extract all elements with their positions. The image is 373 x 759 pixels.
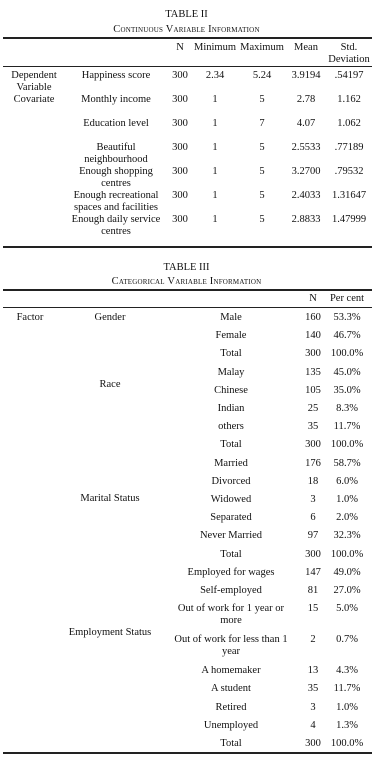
t2-cell-max: 7 bbox=[259, 118, 265, 129]
t2-cell-max: 5 bbox=[259, 214, 265, 225]
t3-cell-percent: 100.0% bbox=[330, 738, 364, 749]
t3-category-label: Total bbox=[220, 549, 242, 560]
t3-category-label: Indian bbox=[217, 403, 245, 414]
t3-category-label: Out of work for 1 year or bbox=[177, 603, 285, 614]
t2-cell-mean: 4.07 bbox=[296, 118, 316, 129]
t3-cell-n: 176 bbox=[305, 458, 321, 469]
t2-header-maximum: Maximum bbox=[240, 42, 284, 53]
t2-cell-min: 2.34 bbox=[205, 70, 225, 81]
table2-header-rule bbox=[3, 66, 372, 67]
t3-cell-n: 3 bbox=[310, 494, 316, 505]
t3-cell-n: 2 bbox=[310, 634, 316, 645]
t3-cell-percent: 5.0% bbox=[336, 603, 358, 614]
t3-cell-percent: 4.3% bbox=[336, 665, 358, 676]
t2-cell-n: 300 bbox=[172, 214, 188, 225]
t3-cell-n: 300 bbox=[305, 348, 321, 359]
t3-category-label: Total bbox=[220, 439, 242, 450]
t2-cell-sd: 1.062 bbox=[337, 118, 361, 129]
t2-cell-mean: 2.8833 bbox=[291, 214, 321, 225]
t2-header-minimum: Minimum bbox=[193, 42, 236, 53]
t2-cell-sd: .77189 bbox=[334, 142, 364, 153]
t2-header-mean: Mean bbox=[294, 42, 318, 53]
t2-group-covariate: Covariate bbox=[13, 94, 55, 105]
t2-cell-sd: 1.47999 bbox=[331, 214, 367, 225]
table2-subtitle: Continuous Variable Information bbox=[113, 24, 260, 35]
t3-cell-percent: 100.0% bbox=[330, 348, 364, 359]
t3-cell-percent: 53.3% bbox=[333, 312, 361, 323]
t2-variable-name: centres bbox=[101, 178, 131, 189]
t3-cell-percent: 45.0% bbox=[333, 367, 361, 378]
t3-cell-n: 81 bbox=[307, 585, 319, 596]
t3-category-label: Male bbox=[220, 312, 242, 323]
table3-top-rule bbox=[3, 289, 372, 291]
t3-cell-percent: 0.7% bbox=[336, 634, 358, 645]
table3-bottom-rule bbox=[3, 752, 372, 754]
t3-category-label: Employed for wages bbox=[187, 567, 275, 578]
t2-cell-min: 1 bbox=[212, 118, 218, 129]
table3-header-rule bbox=[3, 307, 372, 308]
t2-variable-name: Happiness score bbox=[81, 70, 151, 81]
t3-category-label: Widowed bbox=[210, 494, 252, 505]
t3-cell-percent: 49.0% bbox=[333, 567, 361, 578]
t2-cell-min: 1 bbox=[212, 214, 218, 225]
table3-subtitle: Categorical Variable Information bbox=[111, 276, 262, 287]
t3-category-label: A student bbox=[211, 683, 251, 694]
t3-cell-n: 3 bbox=[310, 702, 316, 713]
t3-cell-percent: 11.7% bbox=[333, 683, 361, 694]
t3-category-label: Married bbox=[214, 458, 248, 469]
t3-cell-n: 135 bbox=[305, 367, 321, 378]
t3-cell-percent: 1.3% bbox=[336, 720, 358, 731]
t3-category-label: Self-employed bbox=[200, 585, 262, 596]
t2-header-deviation: Deviation bbox=[328, 54, 370, 65]
t3-category-label: Unemployed bbox=[203, 720, 259, 731]
t2-cell-mean: 2.78 bbox=[296, 94, 316, 105]
t2-cell-sd: 1.162 bbox=[337, 94, 361, 105]
t2-cell-n: 300 bbox=[172, 118, 188, 129]
t3-cell-n: 4 bbox=[310, 720, 316, 731]
t2-cell-max: 5 bbox=[259, 94, 265, 105]
t3-cell-n: 300 bbox=[305, 738, 321, 749]
t3-cell-n: 35 bbox=[307, 683, 319, 694]
t3-cell-percent: 1.0% bbox=[336, 494, 358, 505]
t3-cell-percent: 32.3% bbox=[333, 530, 361, 541]
t3-cell-n: 147 bbox=[305, 567, 321, 578]
t3-cell-percent: 35.0% bbox=[333, 385, 361, 396]
t3-header-n: N bbox=[309, 293, 317, 304]
t2-cell-sd: .79532 bbox=[334, 166, 364, 177]
t2-cell-mean: 2.4033 bbox=[291, 190, 321, 201]
t2-group-variable: Variable bbox=[16, 82, 52, 93]
t3-cell-n: 35 bbox=[307, 421, 319, 432]
t2-cell-sd: 1.31647 bbox=[331, 190, 367, 201]
t3-cell-n: 6 bbox=[310, 512, 316, 523]
t2-cell-mean: 3.2700 bbox=[291, 166, 321, 177]
t3-category-label: year bbox=[221, 646, 241, 657]
t2-cell-n: 300 bbox=[172, 190, 188, 201]
t2-variable-name: centres bbox=[101, 226, 131, 237]
t3-category-label: Female bbox=[215, 330, 247, 341]
t2-variable-name: Beautiful bbox=[96, 142, 136, 153]
t2-cell-min: 1 bbox=[212, 142, 218, 153]
t3-category-label: Divorced bbox=[211, 476, 251, 487]
t3-category-label: Never Married bbox=[199, 530, 263, 541]
t2-cell-n: 300 bbox=[172, 70, 188, 81]
t3-category-label: Chinese bbox=[214, 385, 248, 396]
t3-category-label: others bbox=[218, 421, 244, 432]
t3-category-label: Retired bbox=[215, 702, 247, 713]
t2-variable-name: Monthly income bbox=[81, 94, 151, 105]
t3-cell-n: 13 bbox=[307, 665, 319, 676]
t3-category-label: Total bbox=[220, 738, 242, 749]
t3-cell-percent: 46.7% bbox=[333, 330, 361, 341]
t3-category-label: A homemaker bbox=[201, 665, 261, 676]
t2-variable-name: Enough daily service bbox=[71, 214, 161, 225]
table2-title: TABLE II bbox=[165, 9, 208, 20]
t2-cell-min: 1 bbox=[212, 190, 218, 201]
t2-variable-name: Education level bbox=[83, 118, 149, 129]
t2-header-n: N bbox=[176, 42, 184, 53]
t3-cell-percent: 8.3% bbox=[336, 403, 358, 414]
t3-category-label: more bbox=[220, 615, 242, 626]
t3-cell-n: 300 bbox=[305, 439, 321, 450]
t3-group-gender: Gender bbox=[94, 312, 126, 323]
t3-cell-n: 25 bbox=[307, 403, 319, 414]
t3-cell-percent: 100.0% bbox=[330, 439, 364, 450]
t2-cell-max: 5 bbox=[259, 166, 265, 177]
t3-cell-n: 97 bbox=[307, 530, 319, 541]
t2-cell-n: 300 bbox=[172, 94, 188, 105]
t2-cell-max: 5 bbox=[259, 190, 265, 201]
t3-cell-n: 140 bbox=[305, 330, 321, 341]
t3-factor-label: Factor bbox=[16, 312, 44, 323]
t3-header-percent: Per cent bbox=[329, 293, 365, 304]
t2-cell-max: 5 bbox=[259, 142, 265, 153]
t3-category-label: Malay bbox=[217, 367, 245, 378]
t3-cell-percent: 6.0% bbox=[336, 476, 358, 487]
t3-cell-percent: 2.0% bbox=[336, 512, 358, 523]
t3-cell-percent: 1.0% bbox=[336, 702, 358, 713]
t3-cell-n: 15 bbox=[307, 603, 319, 614]
t2-header-std: Std. bbox=[340, 42, 358, 53]
t3-category-label: Out of work for less than 1 bbox=[174, 634, 288, 645]
t3-cell-percent: 11.7% bbox=[333, 421, 361, 432]
t2-cell-mean: 2.5533 bbox=[291, 142, 321, 153]
t3-cell-percent: 100.0% bbox=[330, 549, 364, 560]
t2-group-dependent: Dependent bbox=[11, 70, 57, 81]
t3-group-employment-status: Employment Status bbox=[68, 627, 152, 638]
t2-cell-mean: 3.9194 bbox=[291, 70, 321, 81]
t3-group-race: Race bbox=[99, 379, 121, 390]
t2-variable-name: Enough recreational bbox=[73, 190, 159, 201]
t3-category-label: Total bbox=[220, 348, 242, 359]
t2-variable-name: Enough shopping bbox=[79, 166, 153, 177]
t2-cell-n: 300 bbox=[172, 166, 188, 177]
t2-cell-n: 300 bbox=[172, 142, 188, 153]
t2-variable-name: spaces and facilities bbox=[74, 202, 158, 213]
table2-bottom-rule bbox=[3, 246, 372, 248]
t2-cell-min: 1 bbox=[212, 166, 218, 177]
t2-cell-sd: .54197 bbox=[334, 70, 364, 81]
t3-cell-percent: 58.7% bbox=[333, 458, 361, 469]
table3-title: TABLE III bbox=[163, 262, 210, 273]
t3-cell-n: 105 bbox=[305, 385, 321, 396]
t2-cell-min: 1 bbox=[212, 94, 218, 105]
t3-group-marital-status: Marital Status bbox=[80, 493, 140, 504]
t3-cell-n: 160 bbox=[305, 312, 321, 323]
t2-variable-name: neighbourhood bbox=[84, 154, 148, 165]
t3-cell-n: 18 bbox=[307, 476, 319, 487]
t3-category-label: Separated bbox=[210, 512, 252, 523]
t3-cell-n: 300 bbox=[305, 549, 321, 560]
table2-top-rule bbox=[3, 37, 372, 39]
t2-cell-max: 5.24 bbox=[252, 70, 272, 81]
t3-cell-percent: 27.0% bbox=[333, 585, 361, 596]
